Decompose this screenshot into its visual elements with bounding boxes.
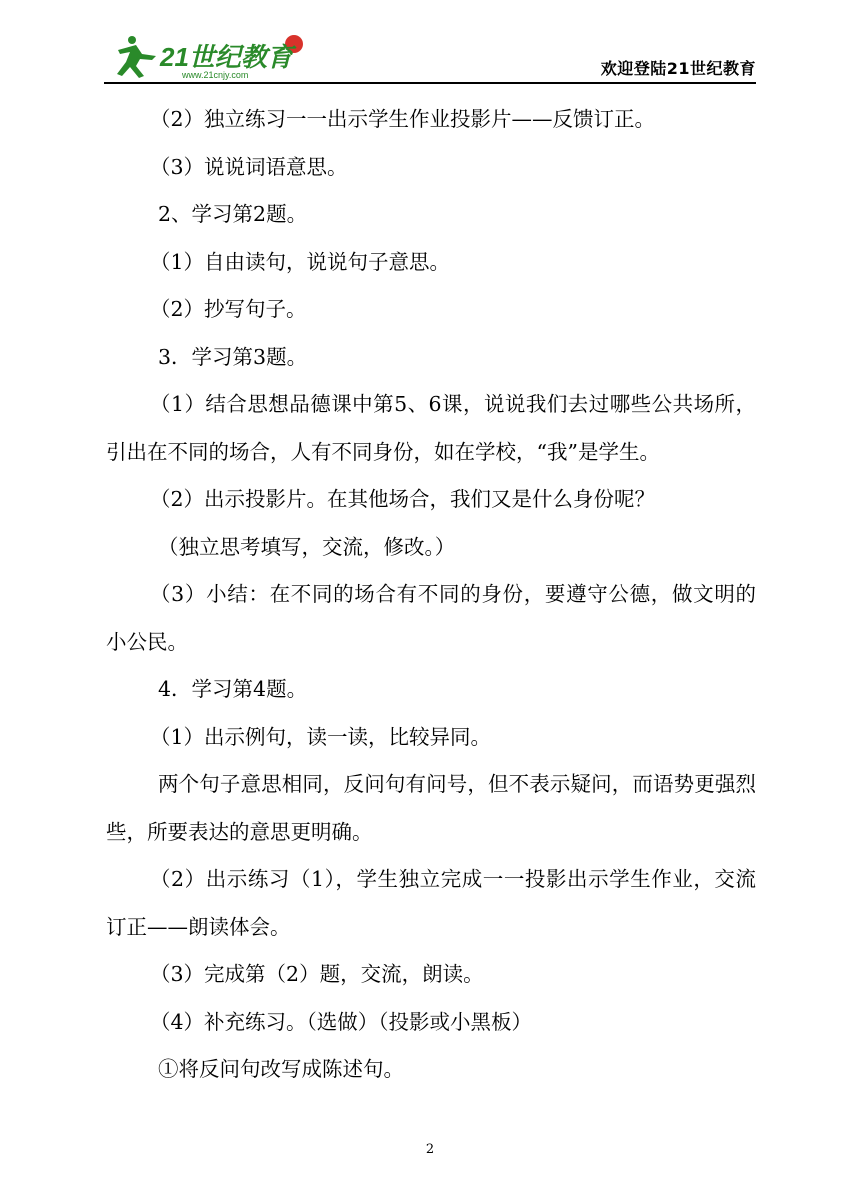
paragraph: （2）抄写句子。 [150, 297, 307, 321]
paragraph: （2）出示练习（1），学生独立完成一一投影出示学生作业，交流订正——朗读体会。 [106, 867, 756, 939]
site-logo [112, 32, 312, 80]
running-man-icon [117, 36, 156, 78]
paragraph: 4．学习第4题。 [158, 677, 308, 701]
page-number: 2 [425, 1142, 435, 1157]
paragraph: 两个句子意思相同，反问句有问号，但不表示疑问，而语势更强烈些，所要表达的意思更明确。 [106, 772, 756, 844]
paragraph: （2）出示投影片。在其他场合，我们又是什么身份呢？ [150, 487, 656, 511]
paragraph: 3．学习第3题。 [158, 344, 308, 369]
paragraph: （3）完成第（2）题，交流，朗读。 [150, 962, 484, 986]
paragraph: （1）结合思想品德课中第5、6课，说说我们去过哪些公共场所，引出在不同的场合，人有不同身份，如在学校，“我”是学生。 [106, 392, 756, 464]
paragraph: （3）小结：在不同的场合有不同的身份，要遵守公德，做文明的小公民。 [106, 582, 756, 654]
page-header [104, 30, 756, 84]
paragraph: ①将反问句改写成陈述句。 [158, 1057, 404, 1081]
svg-text:www.21cnjy.com: www.21cnjy.com [182, 70, 249, 80]
welcome-link[interactable]: 欢迎登陆21世纪教育 [600, 59, 756, 78]
svg-text:21世纪教育: 21世纪教育 [160, 42, 293, 72]
paragraph: （独立思考填写，交流，修改。） [158, 534, 456, 559]
paragraph: （1）出示例句，读一读，比较异同。 [150, 724, 492, 749]
paragraph: （3）说说词语意思。 [150, 154, 348, 179]
document-body [106, 96, 756, 1094]
paragraph: （2）独立练习一一出示学生作业投影片——反馈订正。 [150, 107, 656, 131]
paragraph: （4）补充练习。（选做）（投影或小黑板） [150, 1009, 533, 1034]
paragraph: （1）自由读句，说说句子意思。 [150, 249, 451, 274]
paragraph: 2、学习第2题。 [158, 202, 308, 226]
